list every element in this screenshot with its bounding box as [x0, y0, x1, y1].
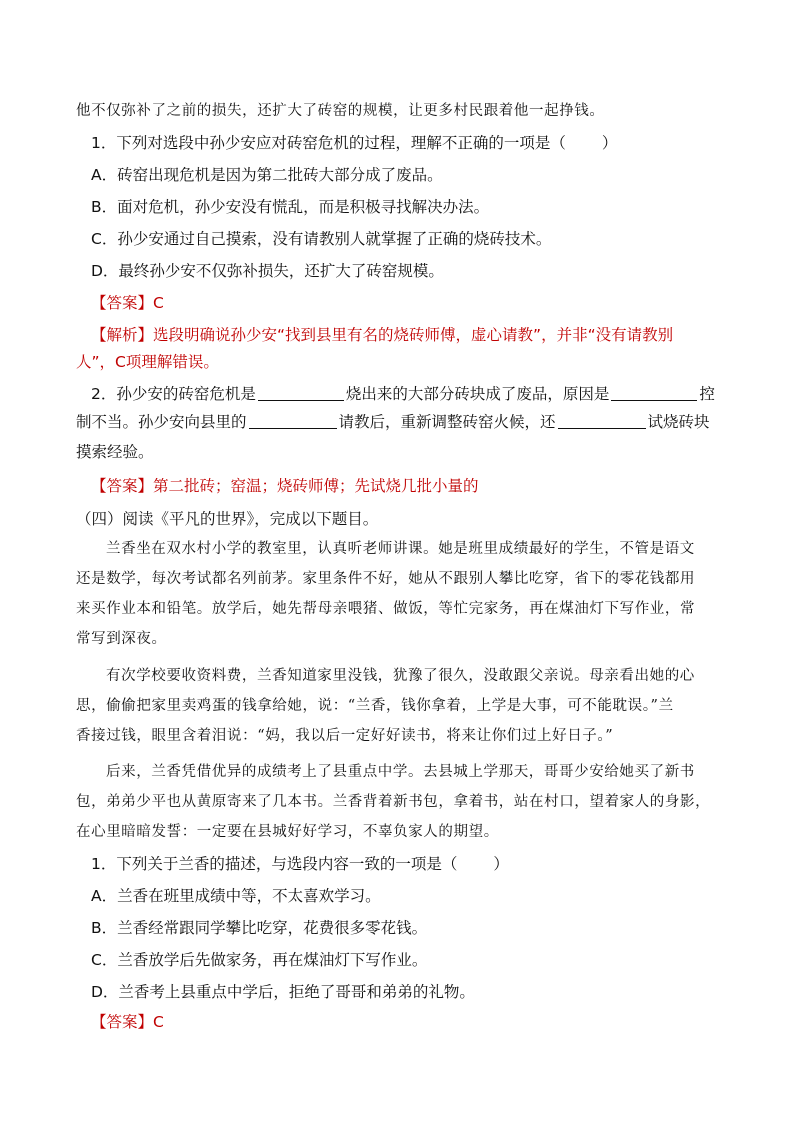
passage-fragment: 他不仅弥补了之前的损失，还扩大了砖窑的规模，让更多村民跟着他一起挣钱。	[76, 103, 605, 119]
question-text: 2．孙少安的砖窑危机是	[91, 385, 256, 403]
passage-line: 兰香坐在双水村小学的教室里，认真听老师讲课。她是班里成绩最好的学生，不管是语文	[106, 541, 695, 557]
analysis-text: 选段明确说孙少安“找到县里有名的烧砖师傅，虚心请教”，并非“没有请教别	[153, 326, 674, 344]
question-2-line3: 摸索经验。	[76, 443, 154, 461]
passage-line: 在心里暗暗发誓：一定要在县城好好学习，不辜负家人的期望。	[76, 824, 499, 840]
passage-line: 来买作业本和铅笔。放学后，她先帮母亲喂猪、做饭，等忙完家务，再在煤油灯下写作业，常	[76, 601, 696, 617]
passage-line: 后来，兰香凭借优异的成绩考上了县重点中学。去县城上学那天，哥哥少安给她买了新书	[106, 764, 695, 780]
question-text: 控	[699, 385, 715, 403]
question-text-end: ）	[601, 134, 618, 152]
question-text: 1．下列关于兰香的描述，与选段内容一致的一项是（	[91, 855, 458, 873]
option-d: D．最终孙少安不仅弥补损失，还扩大了砖窑规模。	[91, 262, 444, 280]
answer-value: C	[153, 1013, 164, 1031]
option-b: B．面对危机，孙少安没有慌乱，而是积极寻找解决办法。	[91, 198, 490, 216]
passage-line: 包，弟弟少平也从黄原寄来了几本书。兰香背着新书包，拿着书，站在村口，望着家人的身影，	[76, 794, 711, 810]
passage-line: 香接过钱，眼里含着泪说：“妈，我以后一定好好读书，将来让你们过上好日子。”	[76, 728, 614, 744]
passage-line: 还是数学，每次考试都名列前茅。家里条件不好，她从不跟别人攀比吃穿，省下的零花钱都用	[76, 571, 696, 587]
answer-label: 【答案】	[91, 1013, 154, 1031]
passage-line: 常写到深夜。	[76, 631, 167, 647]
question-text: 烧出来的大部分砖块成了废品，原因是	[345, 385, 610, 403]
fill-blank[interactable]	[558, 414, 646, 429]
answer-row	[91, 476, 751, 496]
answer-label: 【答案】	[91, 294, 154, 312]
question-text: 1．下列对选段中孙少安应对砖窑危机的过程，理解不正确的一项是（	[91, 134, 566, 152]
analysis-text-cont: 人”，C项理解错误。	[76, 353, 219, 371]
section4-question-1-stem	[91, 854, 751, 874]
answer-row	[91, 293, 751, 313]
passage-line: 思，偷偷把家里卖鸡蛋的钱拿给她，说：“兰香，钱你拿着，上学是大事，可不能耽误。”兰	[76, 698, 674, 714]
option-c: C．孙少安通过自己摸索，没有请教别人就掌握了正确的烧砖技术。	[91, 230, 552, 248]
option-a: A．砖窑出现危机是因为第二批砖大部分成了废品。	[91, 166, 443, 184]
question-text-end: ）	[493, 855, 509, 873]
option-a: A．兰香在班里成绩中等，不太喜欢学习。	[91, 887, 381, 905]
fill-blank[interactable]	[249, 414, 337, 429]
section-heading: （四）阅读《平凡的世界》，完成以下题目。	[76, 510, 379, 528]
answer-label: 【答案】	[91, 477, 154, 495]
answer-value: C	[153, 294, 164, 312]
question-text: 请教后，重新调整砖窑火候，还	[338, 413, 556, 431]
analysis-label: 【解析】	[91, 326, 154, 344]
passage-line: 有次学校要收资料费，兰香知道家里没钱，犹豫了很久，没敢跟父亲说。母亲看出她的心	[106, 668, 695, 684]
question-2-line2	[76, 412, 736, 432]
question-text: 制不当。孙少安向县里的	[76, 413, 247, 431]
option-d: D．兰香考上县重点中学后，拒绝了哥哥和弟弟的礼物。	[91, 983, 475, 1001]
option-c: C．兰香放学后先做家务，再在煤油灯下写作业。	[91, 951, 428, 969]
analysis-row	[91, 325, 751, 345]
question-2-line1	[91, 384, 751, 404]
fill-blank[interactable]	[258, 386, 344, 401]
option-b: B．兰香经常跟同学攀比吃穿，花费很多零花钱。	[91, 919, 428, 937]
answer-row	[91, 1012, 751, 1032]
question-text: 试烧砖块	[647, 413, 710, 431]
answer-value: 第二批砖；窑温；烧砖师傅；先试烧几批小量的	[153, 477, 479, 495]
question-1-stem	[91, 133, 751, 153]
fill-blank[interactable]	[611, 386, 697, 401]
